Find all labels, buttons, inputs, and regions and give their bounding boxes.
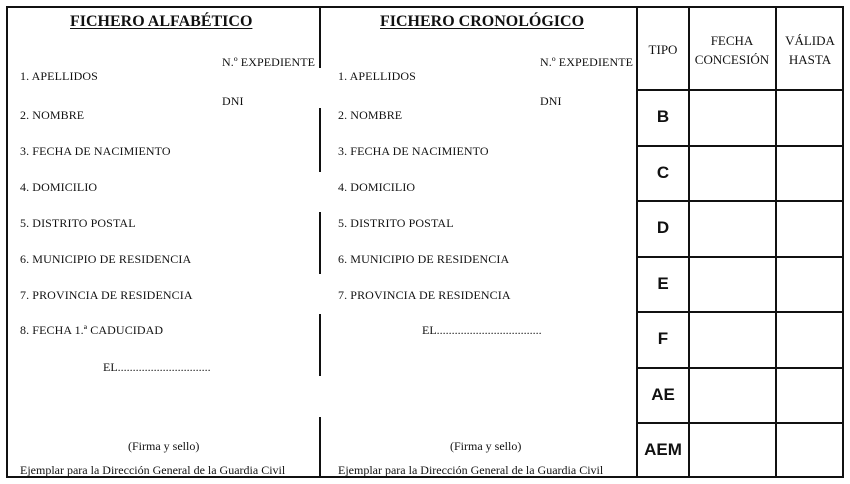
cronologico-field-apellidos: 1. APELLIDOS <box>338 69 416 83</box>
alfabetico-field-distrito: 5. DISTRITO POSTAL <box>20 216 136 230</box>
table-row-rule <box>636 422 844 424</box>
section-divider-segment <box>319 212 321 274</box>
table-header-fecha-line2: CONCESIÓN <box>694 52 770 67</box>
cronologico-firma: (Firma y sello) <box>450 439 522 453</box>
cronologico-dni-label: DNI <box>540 94 562 108</box>
table-row-rule <box>636 145 844 147</box>
cronologico-el-line: EL................................... <box>422 323 542 337</box>
alfabetico-field-provincia: 7. PROVINCIA DE RESIDENCIA <box>20 288 193 302</box>
cronologico-field-provincia: 7. PROVINCIA DE RESIDENCIA <box>338 288 511 302</box>
table-header-tipo: TIPO <box>648 42 678 57</box>
alfabetico-dni-label: DNI <box>222 94 244 108</box>
alfabetico-field-domicilio: 4. DOMICILIO <box>20 180 98 194</box>
alfabetico-title: FICHERO ALFABÉTICO <box>70 13 253 30</box>
section-divider-segment <box>319 108 321 172</box>
table-left-border <box>636 6 638 478</box>
cronologico-field-nombre: 2. NOMBRE <box>338 108 403 122</box>
tipo-aem: AEM <box>644 440 682 459</box>
alfabetico-field-apellidos: 1. APELLIDOS <box>20 69 98 83</box>
table-row-rule <box>636 200 844 202</box>
alfabetico-field-nacimiento: 3. FECHA DE NACIMIENTO <box>20 144 171 158</box>
table-header-rule <box>636 89 844 91</box>
section-divider-segment <box>319 314 321 376</box>
section-divider-segment <box>319 417 321 478</box>
cronologico-footer: Ejemplar para la Dirección General de la Guardia Civil <box>338 463 604 477</box>
tipo-e: E <box>657 274 669 293</box>
tipo-d: D <box>656 218 670 237</box>
table-header-fecha-line1: FECHA <box>710 33 754 48</box>
tipo-f: F <box>657 329 669 348</box>
cronologico-expediente-label: N.º EXPEDIENTE <box>540 55 634 69</box>
alfabetico-footer: Ejemplar para la Dirección General de la Guardia Civil <box>20 463 286 477</box>
tipo-ae: AE <box>651 385 675 404</box>
table-row-rule <box>636 311 844 313</box>
table-header-valida-line1: VÁLIDA <box>785 33 835 48</box>
alfabetico-firma: (Firma y sello) <box>128 439 200 453</box>
alfabetico-el-line: EL............................... <box>103 360 211 374</box>
cronologico-field-municipio: 6. MUNICIPIO DE RESIDENCIA <box>338 252 510 266</box>
section-divider <box>319 6 321 68</box>
cronologico-title: FICHERO CRONOLÓGICO <box>380 13 585 30</box>
form-frame <box>6 6 844 478</box>
alfabetico-expediente-label: N.º EXPEDIENTE <box>222 55 316 69</box>
table-col-divider-2 <box>775 6 777 478</box>
alfabetico-field-municipio: 6. MUNICIPIO DE RESIDENCIA <box>20 252 192 266</box>
cronologico-field-distrito: 5. DISTRITO POSTAL <box>338 216 454 230</box>
tipo-c: C <box>656 163 670 182</box>
alfabetico-field-nombre: 2. NOMBRE <box>20 108 85 122</box>
alfabetico-field-caducidad: 8. FECHA 1.ª CADUCIDAD <box>20 323 164 337</box>
table-header-valida-line2: HASTA <box>788 52 832 67</box>
table-row-rule <box>636 367 844 369</box>
tipo-b: B <box>656 107 670 126</box>
cronologico-field-domicilio: 4. DOMICILIO <box>338 180 416 194</box>
table-col-divider-1 <box>688 6 690 478</box>
table-row-rule <box>636 256 844 258</box>
cronologico-field-nacimiento: 3. FECHA DE NACIMIENTO <box>338 144 489 158</box>
